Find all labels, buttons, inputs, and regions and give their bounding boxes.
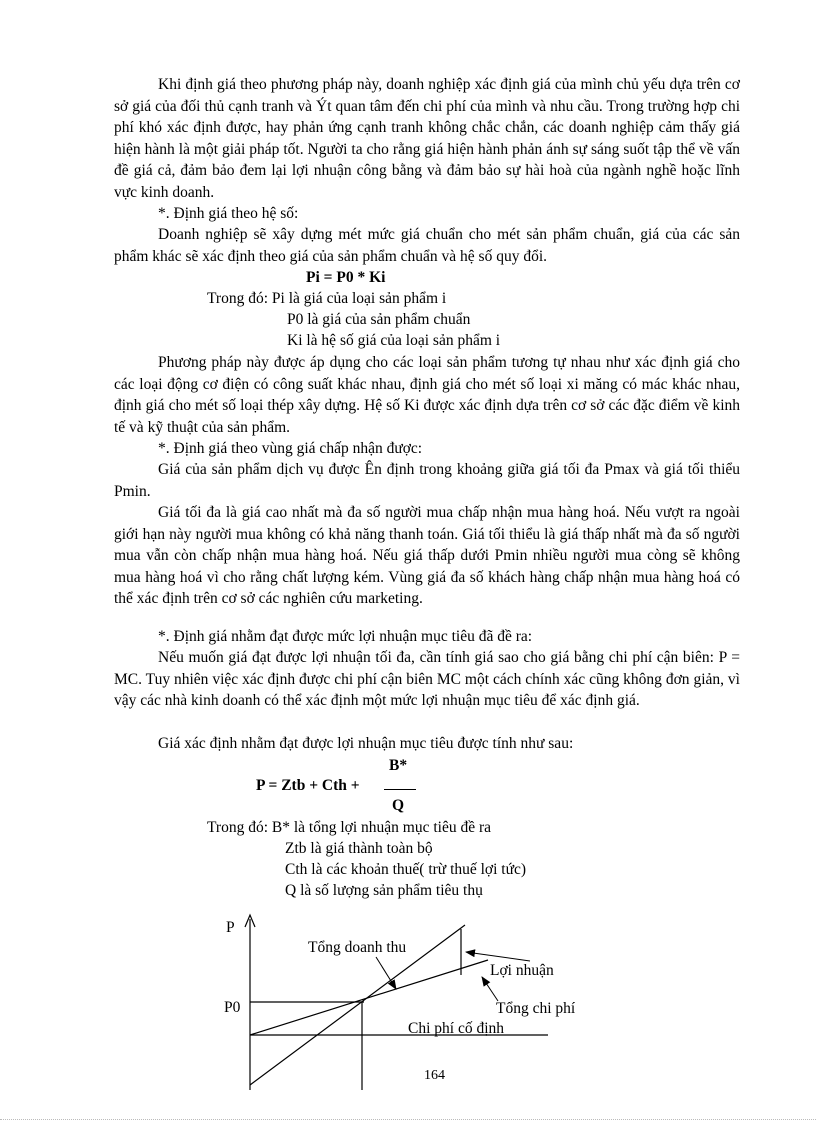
paragraph-coefficient-application: Phương pháp này được áp dụng cho các loại sản phẩm tương tự nhau như xác định giá cho các loại động cơ điện có công suất khác nhau, định giá cho mét số loại xi măng có mác khác nhau, định giá cho mét số loại thép xây dựng. Hệ số Ki được xác định dựa trên cơ sở các đặc điểm về kinh tế và kỹ thuật của sản phẩm. (114, 354, 740, 436)
paragraph-marginal-cost: Nếu muốn giá đạt được lợi nhuận tối đa, cần tính giá sao cho giá bằng chi phí cận biên: P = MC. Tuy nhiên việc xác định được chi phí cận biên MC một cách chính xác cũng không đơn giản, vì vậy các nhà kinh doanh có thể xác định một mức lợi nhuận mục tiêu để xác định giá. (114, 649, 740, 709)
paragraph-price-range: Giá của sản phẩm dịch vụ được Ên định trong khoảng giữa giá tối đa Pmax và giá tối thiểu Pmin. (114, 461, 740, 500)
formula-numerator: B* (389, 757, 408, 774)
paragraph-coefficient-pricing: Doanh nghiệp sẽ xây dựng mét mức giá chuẩn cho mét sản phẩm chuẩn, giá của các sản phẩm khác sẽ xác định theo giá của sản phẩm chuẩn và hệ số quy đổi. (114, 226, 740, 265)
formula-pi-where: Trong đó: Pi là giá của loại sản phẩm i (207, 290, 447, 307)
axis-y-label: P (226, 919, 235, 936)
fraction-bar (384, 789, 416, 790)
profit-label: Lợi nhuận (490, 962, 554, 979)
formula-target-where-ztb: Ztb là giá thành toàn bộ (285, 840, 433, 857)
formula-target-where-q: Q là số lượng sản phẩm tiêu thụ (285, 882, 483, 899)
formula-pi-where-p0: P0 là giá của sản phẩm chuẩn (287, 311, 471, 328)
profit-arrow (466, 952, 530, 961)
formula-pi: Pi = P0 * Ki (306, 269, 386, 286)
page-number: 164 (424, 1068, 445, 1083)
formula-denominator: Q (392, 797, 405, 814)
heading-coefficient-pricing: *. Định giá theo hệ số: (158, 205, 299, 222)
break-even-diagram (200, 905, 600, 1095)
page-edge (0, 1119, 816, 1120)
paragraph-target-formula-intro: Giá xác định nhằm đạt được lợi nhuận mục tiêu được tính như sau: (158, 735, 574, 752)
formula-target-where: Trong đó: B* là tổng lợi nhuận mục tiêu đề ra (207, 819, 492, 836)
paragraph-competitor-pricing: Khi định giá theo phương pháp này, doanh nghiệp xác định giá của mình chủ yếu dựa trên cơ sở giá của đối thủ cạnh tranh và Ýt quan tâm đến chi phí của mình và nhu cầu. Trong trường hợp chi phí khó xác định được, hay phản ứng cạnh tranh không chắc chắn, các doanh nghiệp cảm thấy giá hiện hành là một giải pháp tốt. Người ta cho rằng giá hiện hành phản ánh sự sáng suốt tập thể về vấn đề giá cả, đảm bảo đem lại lợi nhuận công bằng và đảm bảo sự hài hoà của ngành nghề hoặc lĩnh vực kinh doanh. (114, 76, 740, 201)
formula-pi-where-ki: Ki là hệ số giá của loại sản phẩm i (287, 332, 501, 349)
formula-target-where-cth: Cth là các khoản thuế( trừ thuế lợi tức) (285, 861, 527, 878)
total-cost-arrow (482, 977, 498, 1001)
total-cost-label: Tổng chi phí (496, 1000, 576, 1017)
p0-label: P0 (224, 999, 241, 1016)
heading-acceptable-range: *. Định giá theo vùng giá chấp nhận được: (158, 440, 423, 457)
heading-target-profit: *. Định giá nhằm đạt được mức lợi nhuận mục tiêu đã đề ra: (158, 628, 533, 645)
fixed-cost-label: Chi phí cố định (408, 1020, 505, 1037)
paragraph-max-min-price: Giá tối đa là giá cao nhất mà đa số người mua chấp nhận mua hàng hoá. Nếu vượt ra ngoài giới hạn này người mua không có khả năng thanh toán. Giá tối thiểu là giá thấp nhất mà đa số người mua vẫn còn chấp nhận mua hàng hoá. Nếu giá thấp dưới Pmin nhiều người mua còng sẽ không mua hàng hoá vì cho rằng chất lượng kém. Vùng giá đa số khách hàng chấp nhận mua hàng hoá có thể xác định trên cơ sở các nghiên cứu marketing. (114, 504, 740, 607)
formula-price-left: P = Ztb + Cth + (256, 777, 360, 794)
revenue-label: Tổng doanh thu (308, 939, 407, 956)
